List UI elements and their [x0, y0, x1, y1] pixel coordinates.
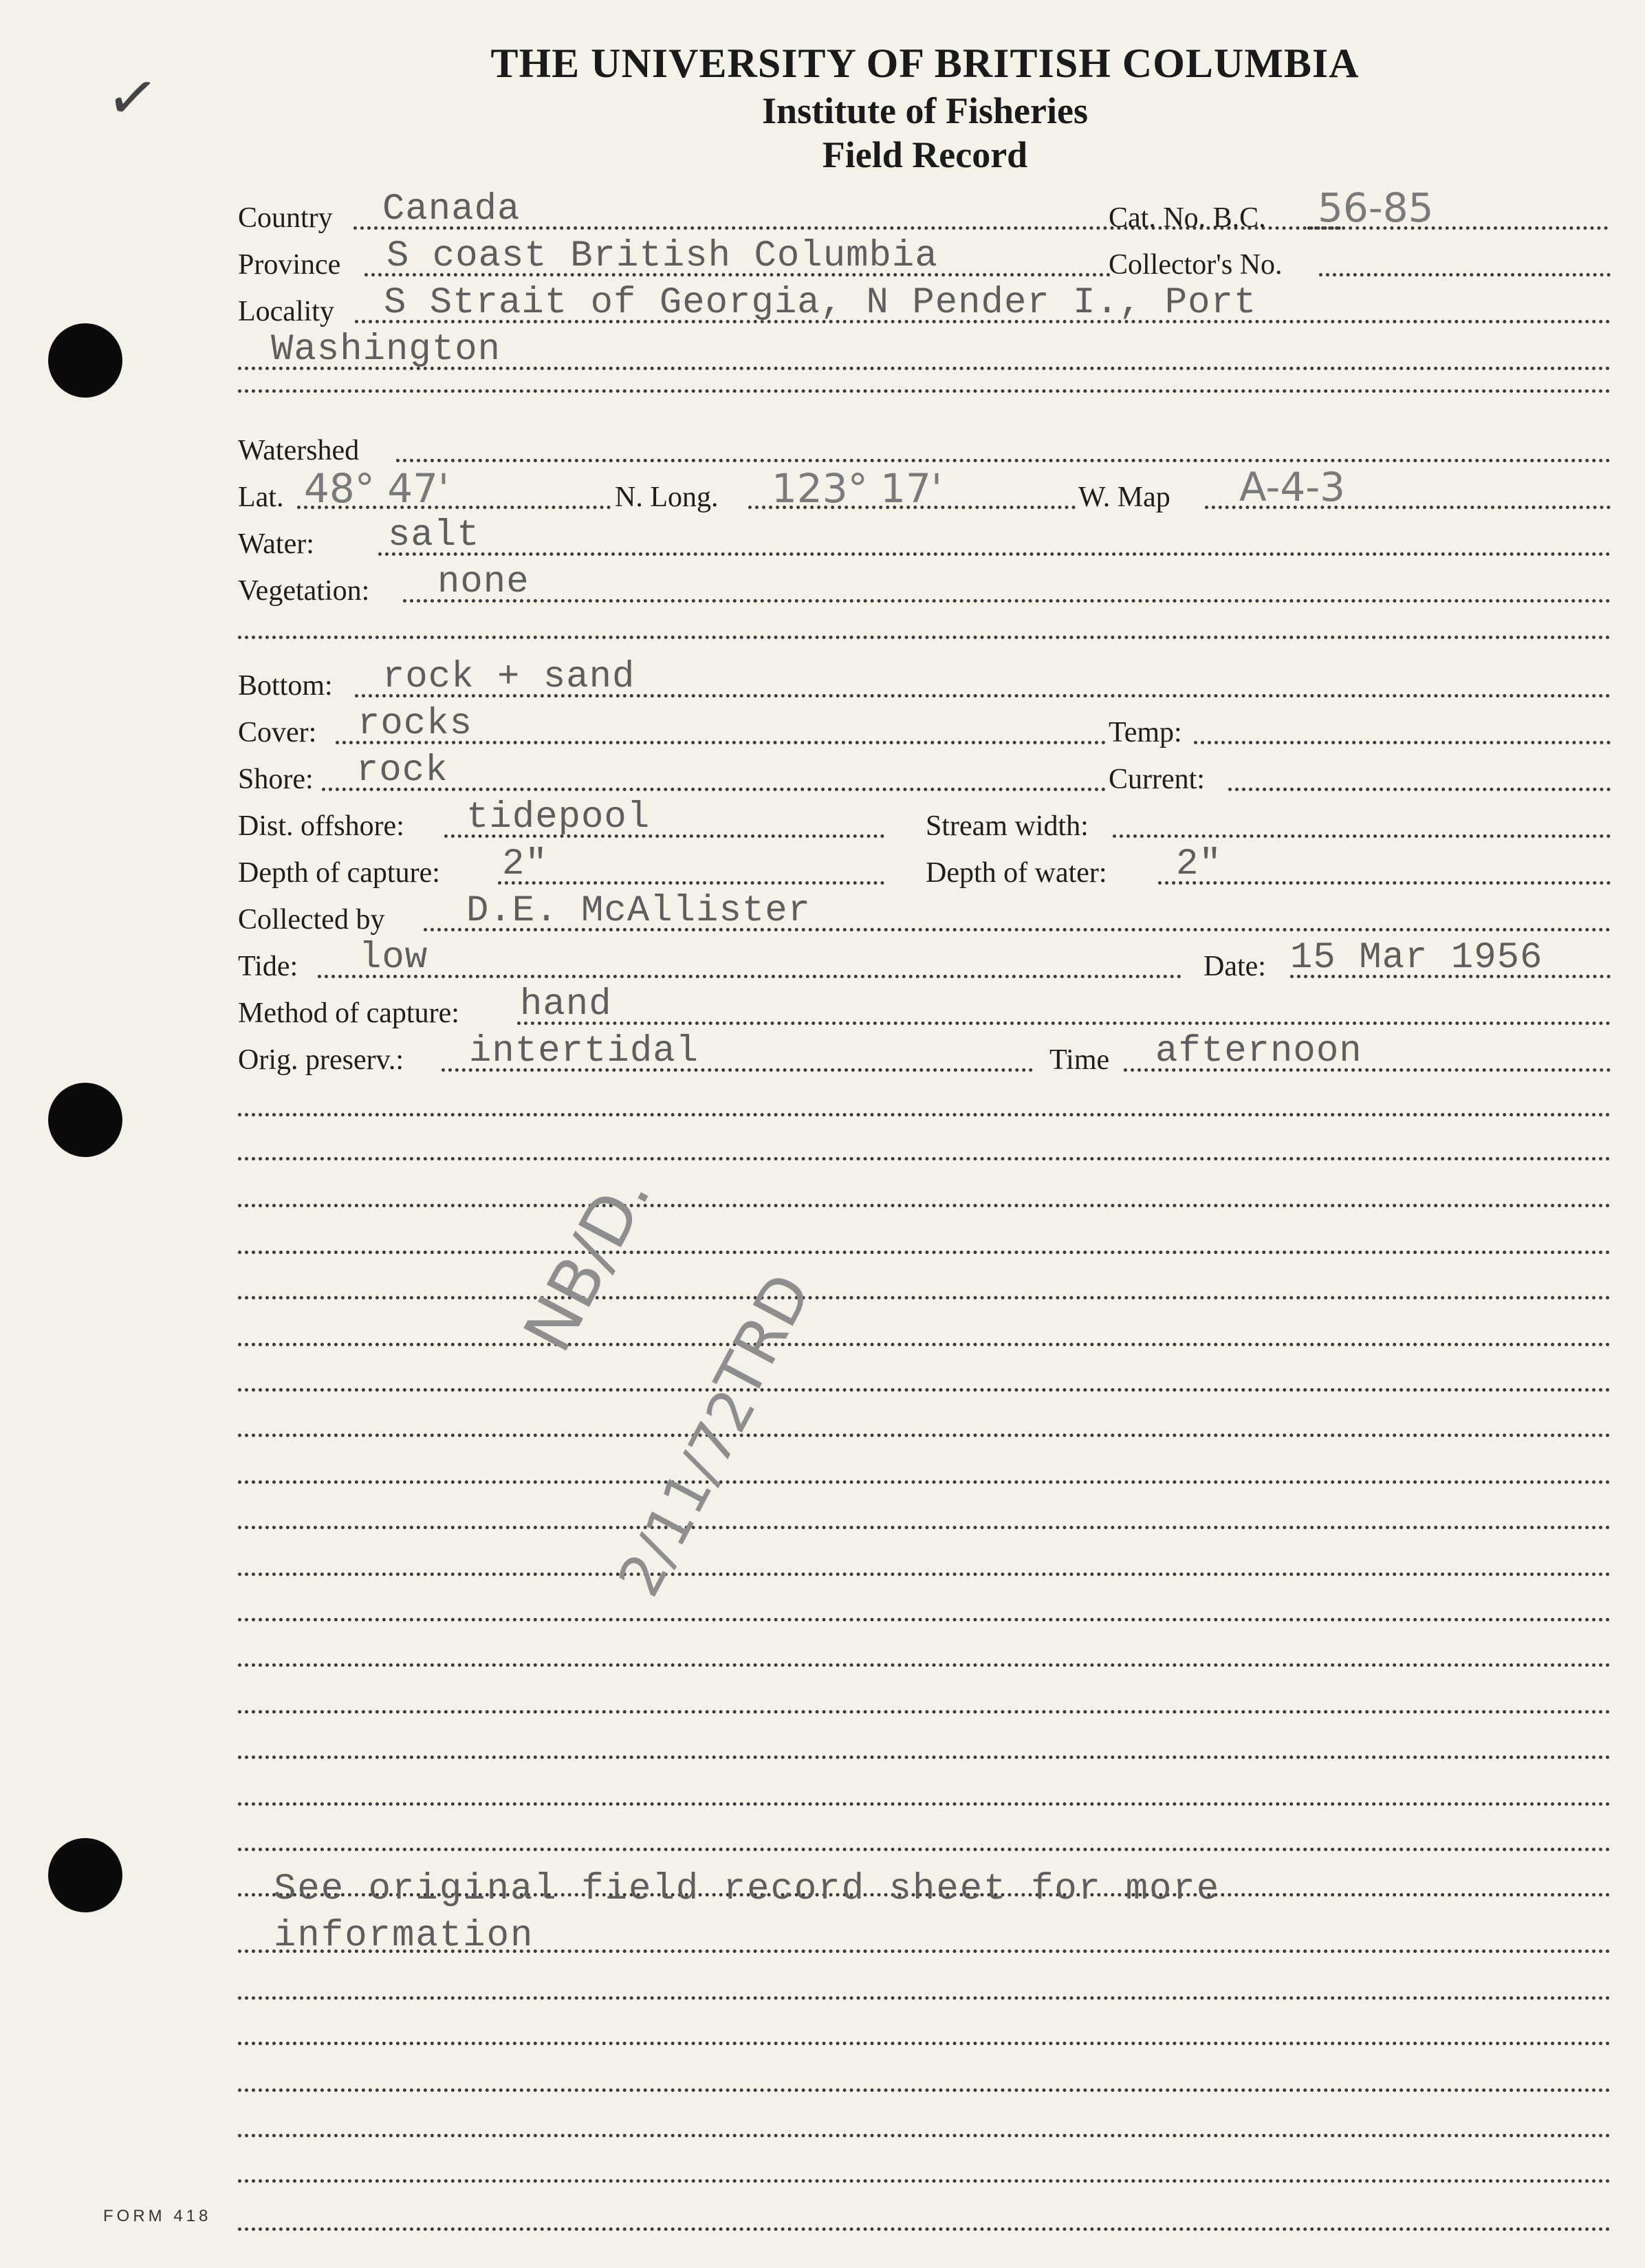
- temp-leader: [1194, 741, 1611, 744]
- method-leader: [517, 1022, 1611, 1025]
- blank-line: [238, 1434, 1611, 1437]
- bottom-value[interactable]: rock + sand: [382, 656, 635, 698]
- vegetation-value[interactable]: none: [437, 561, 530, 603]
- blank-line: [238, 1388, 1611, 1392]
- method-label: Method of capture:: [238, 997, 459, 1029]
- institute-title: Institute of Fisheries: [762, 90, 1088, 131]
- method-value[interactable]: hand: [520, 984, 612, 1026]
- depth-capture-value[interactable]: 2": [502, 843, 548, 885]
- depth-water-value[interactable]: 2": [1176, 843, 1222, 885]
- shore-value[interactable]: rock: [356, 750, 448, 792]
- pencil-code: TRD: [701, 1262, 826, 1410]
- watershed-leader: [396, 459, 1611, 462]
- lat-value[interactable]: 48° 47': [304, 465, 449, 512]
- cover-label: Cover:: [238, 717, 317, 748]
- blank-line: [238, 1204, 1611, 1207]
- current-label: Current:: [1109, 764, 1205, 795]
- row-dist-offshore: [238, 792, 1611, 841]
- notes-line-2: information: [274, 1915, 534, 1957]
- tide-label: Tide:: [238, 951, 298, 982]
- collected-by-label: Collected by: [238, 904, 385, 936]
- row-vegetation: [238, 557, 1611, 605]
- row-orig-preserv: [238, 1026, 1611, 1074]
- map-value[interactable]: A-4-3: [1239, 464, 1346, 510]
- row-cover: [238, 699, 1611, 747]
- form-title: Field Record: [822, 134, 1028, 175]
- binder-hole-bottom: [48, 1838, 122, 1912]
- date-label: Date:: [1203, 951, 1266, 982]
- row-watershed: [238, 417, 1611, 465]
- stream-width-label: Stream width:: [926, 810, 1089, 842]
- cover-value[interactable]: rocks: [358, 703, 473, 745]
- row-locality-2: [238, 325, 1611, 373]
- country-label: Country: [238, 202, 333, 234]
- row-depth: [238, 839, 1611, 887]
- blank-line: [238, 2179, 1611, 2183]
- orig-preserv-value[interactable]: intertidal: [469, 1030, 699, 1072]
- row-province: [238, 231, 1611, 279]
- collectors-no-label: Collector's No.: [1109, 249, 1283, 281]
- long-value[interactable]: 123° 17': [772, 465, 942, 512]
- locality-value-line1[interactable]: S Strait of Georgia, N Pender I., Port: [384, 282, 1257, 324]
- form-number: FORM 418: [103, 2207, 212, 2225]
- row-collected-by: [238, 886, 1611, 934]
- shore-label: Shore:: [238, 764, 314, 795]
- blank-line: [238, 389, 1611, 393]
- locality-value-line2[interactable]: Washington: [271, 329, 501, 371]
- blank-line: [238, 1526, 1611, 1529]
- blank-line: [238, 2134, 1611, 2137]
- blank-line: [238, 1710, 1611, 1714]
- time-label: Time: [1049, 1044, 1110, 1076]
- notes-line-1: See original field record sheet for more: [274, 1868, 1221, 1910]
- blank-line: [238, 636, 1611, 639]
- blank-line: [238, 1663, 1611, 1667]
- row-locality: [238, 278, 1611, 326]
- orig-preserv-label: Orig. preserv.:: [238, 1044, 404, 1076]
- bottom-label: Bottom:: [238, 670, 333, 702]
- time-value[interactable]: afternoon: [1155, 1030, 1362, 1072]
- current-leader: [1228, 788, 1611, 791]
- date-value[interactable]: 15 Mar 1956: [1290, 937, 1543, 979]
- binder-hole-middle: [48, 1083, 122, 1157]
- blank-line: [238, 1848, 1611, 1851]
- water-value[interactable]: salt: [388, 515, 480, 557]
- collectors-no-leader: [1319, 273, 1611, 277]
- university-title: THE UNIVERSITY OF BRITISH COLUMBIA: [490, 41, 1360, 86]
- blank-line: [238, 1573, 1611, 1576]
- row-method: [238, 980, 1611, 1028]
- binder-hole-top: [48, 323, 122, 398]
- blank-line: [238, 2227, 1611, 2231]
- row-water: [238, 510, 1611, 559]
- tide-leader: [318, 975, 1181, 978]
- cat-no-label: Cat. No. B.C.: [1109, 202, 1266, 234]
- blank-line: [238, 1296, 1611, 1299]
- dist-offshore-label: Dist. offshore:: [238, 810, 404, 842]
- cat-no-value[interactable]: 56-85: [1318, 184, 1434, 231]
- row-country: [238, 184, 1611, 233]
- row-coordinates: [238, 464, 1611, 512]
- vegetation-leader: [403, 599, 1611, 603]
- province-value[interactable]: S coast British Columbia: [386, 235, 938, 277]
- long-label: N. Long.: [615, 482, 719, 513]
- blank-line: [238, 1618, 1611, 1621]
- temp-label: Temp:: [1109, 717, 1182, 748]
- blank-line: [238, 1113, 1611, 1116]
- vegetation-label: Vegetation:: [238, 575, 370, 607]
- depth-capture-leader: [498, 881, 884, 885]
- collected-by-value[interactable]: D.E. McAllister: [466, 890, 811, 932]
- depth-water-label: Depth of water:: [926, 857, 1107, 889]
- pencil-date: 2/11/72: [605, 1379, 770, 1608]
- pencil-initials: NB/D.: [509, 1160, 666, 1364]
- blank-line: [238, 1343, 1611, 1346]
- row-shore: [238, 746, 1611, 794]
- blank-line: [238, 1996, 1611, 2000]
- blank-line: [238, 1157, 1611, 1160]
- stream-width-leader: [1113, 834, 1611, 838]
- map-label: W. Map: [1078, 482, 1170, 513]
- blank-line: [238, 2042, 1611, 2045]
- blank-line: [238, 1251, 1611, 1254]
- row-tide: [238, 933, 1611, 981]
- depth-capture-label: Depth of capture:: [238, 857, 440, 889]
- watershed-label: Watershed: [238, 435, 360, 466]
- check-mark: ✓: [102, 58, 164, 138]
- dist-offshore-value[interactable]: tidepool: [466, 797, 651, 839]
- blank-line: [238, 1802, 1611, 1806]
- lat-label: Lat.: [238, 482, 284, 513]
- depth-water-leader: [1158, 881, 1611, 885]
- water-leader: [378, 552, 1611, 556]
- locality-label: Locality: [238, 296, 334, 327]
- tide-value[interactable]: low: [359, 937, 428, 979]
- blank-line: [238, 1756, 1611, 1759]
- country-value[interactable]: Canada: [382, 188, 521, 230]
- blank-line: [238, 1480, 1611, 1484]
- province-label: Province: [238, 249, 341, 281]
- row-bottom: [238, 652, 1611, 700]
- blank-line: [238, 2088, 1611, 2092]
- water-label: Water:: [238, 528, 314, 560]
